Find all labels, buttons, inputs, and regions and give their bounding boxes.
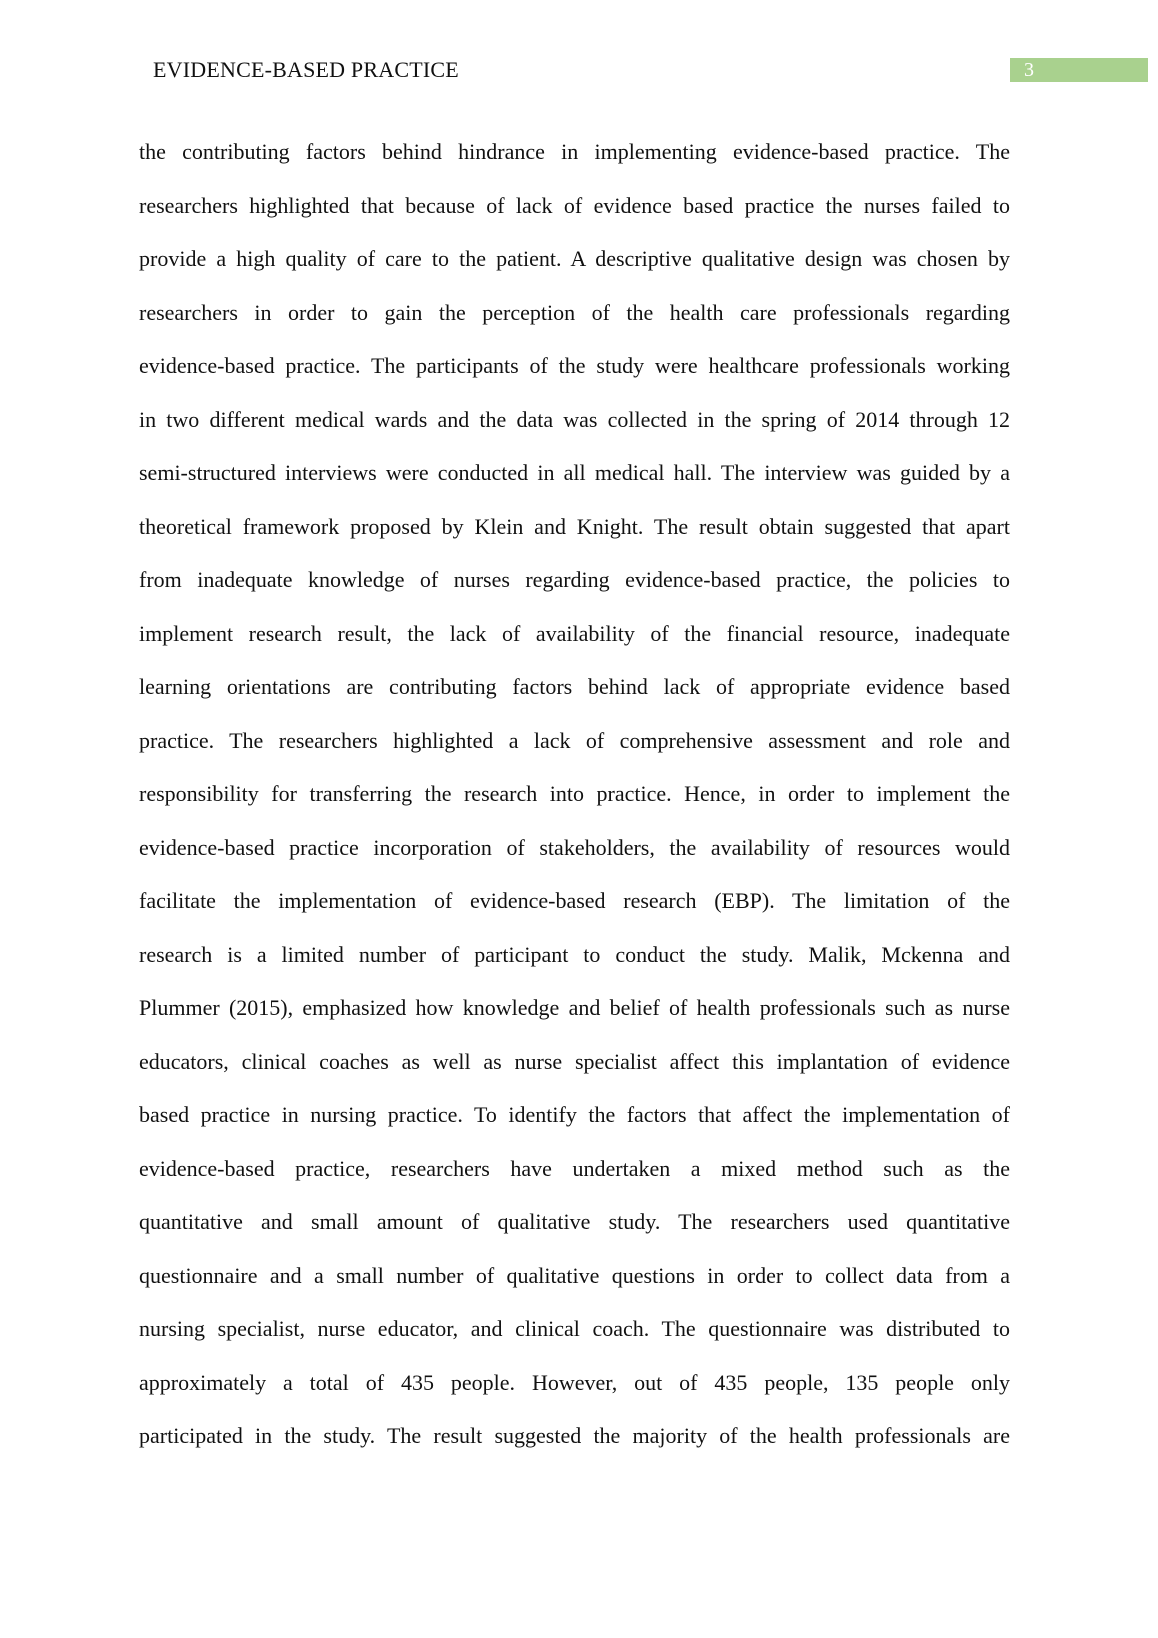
text-line: learning orientations are contributing factors behind lack of appropriate evidence based <box>139 674 1010 699</box>
text-line: practice. The researchers highlighted a lack of comprehensive assessment and role and <box>139 727 1010 753</box>
page-number: 3 <box>1024 59 1034 81</box>
text-line: questionnaire and a small number of qualitative questions in order to collect data from a <box>139 1262 1010 1288</box>
text-line: researchers highlighted that because of lack of evidence based practice the nurses failed to <box>139 192 1010 218</box>
text-line: researchers in order to gain the perception of the health care professionals regarding <box>139 299 1010 325</box>
text-line: approximately a total of 435 people. However, out of 435 people, 135 people only <box>139 1369 1010 1395</box>
text-line: theoretical framework proposed by Klein and Knight. The result obtain suggested that apart <box>139 513 1010 539</box>
text-line: semi-structured interviews were conducted in all medical hall. The interview was guided by a <box>139 460 1010 485</box>
text-line: participated in the study. The result suggested the majority of the health professionals are <box>139 1423 1010 1448</box>
running-head: EVIDENCE-BASED PRACTICE <box>153 57 459 82</box>
text-line: evidence-based practice. The participants of the study were healthcare professionals working <box>139 353 1010 378</box>
text-line: research is a limited number of participant to conduct the study. Malik, Mckenna and <box>139 941 1010 967</box>
text-line: nursing specialist, nurse educator, and clinical coach. The questionnaire was distributed to <box>139 1316 1010 1341</box>
text-line: Plummer (2015), emphasized how knowledge and belief of health professionals such as nurse <box>139 995 1010 1020</box>
text-line: provide a high quality of care to the patient. A descriptive qualitative design was chosen by <box>139 246 1010 271</box>
text-line: evidence-based practice, researchers have undertaken a mixed method such as the <box>139 1155 1010 1181</box>
text-line: quantitative and small amount of qualitative study. The researchers used quantitative <box>139 1209 1010 1234</box>
text-line: from inadequate knowledge of nurses regarding evidence-based practice, the policies to <box>139 567 1010 592</box>
text-line: evidence-based practice incorporation of stakeholders, the availability of resources would <box>139 834 1010 860</box>
text-line: the contributing factors behind hindrance in implementing evidence-based practice. The <box>139 139 1010 164</box>
text-line: in two different medical wards and the data was collected in the spring of 2014 through 12 <box>139 406 1010 432</box>
text-line: educators, clinical coaches as well as nurse specialist affect this implantation of evidence <box>139 1048 1010 1074</box>
body-paragraph <box>139 125 1010 1463</box>
text-line: facilitate the implementation of evidence-based research (EBP). The limitation of the <box>139 888 1010 913</box>
page-number-badge <box>1010 58 1148 82</box>
text-line: responsibility for transferring the research into practice. Hence, in order to implement the <box>139 781 1010 806</box>
text-line: based practice in nursing practice. To identify the factors that affect the implementation of <box>139 1102 1010 1127</box>
text-line: implement research result, the lack of availability of the financial resource, inadequate <box>139 620 1010 646</box>
